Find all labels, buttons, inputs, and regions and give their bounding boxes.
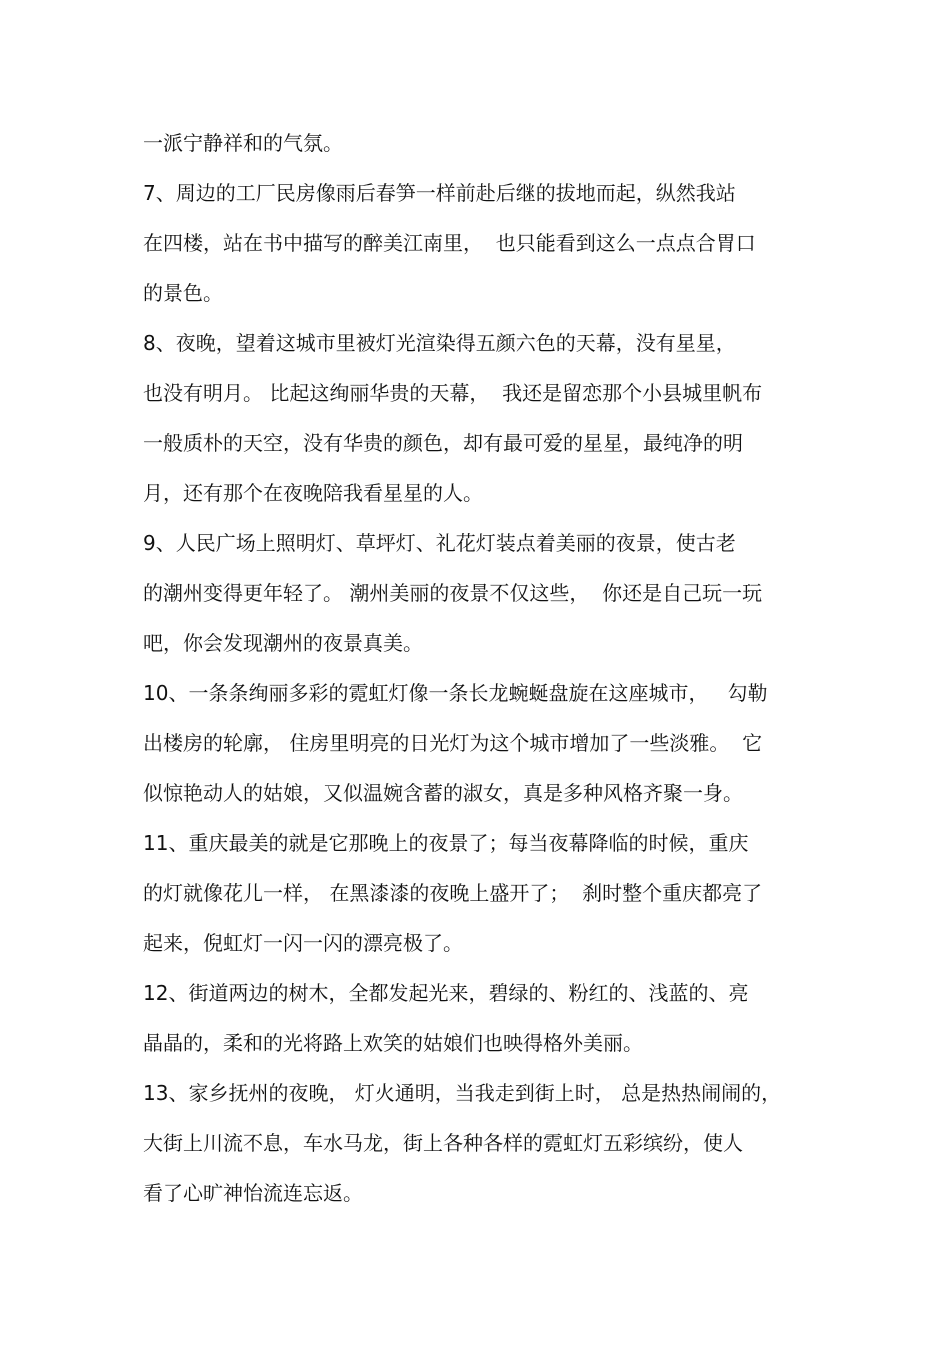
text-line: 看了心旷神怡流连忘返。 — [143, 1181, 363, 1205]
text-line: 的景色。 — [143, 281, 223, 305]
text-line: 13、家乡抚州的夜晚， 灯火通明，当我走到街上时， 总是热热闹闹的， — [143, 1081, 782, 1105]
text-line: 11、重庆最美的就是它那晚上的夜景了；每当夜幕降临的时候，重庆 — [143, 831, 749, 855]
text-line: 大街上川流不息，车水马龙，街上各种各样的霓虹灯五彩缤纷，使人 — [143, 1131, 743, 1155]
text-line: 一般质朴的天空，没有华贵的颜色，却有最可爱的星星，最纯净的明 — [143, 431, 743, 455]
text-line: 在四楼，站在书中描写的醉美江南里， 也只能看到这么一点点合胃口 — [143, 231, 756, 255]
text-line: 月，还有那个在夜晚陪我看星星的人。 — [143, 481, 483, 505]
text-line: 起来，倪虹灯一闪一闪的漂亮极了。 — [143, 931, 463, 955]
text-line: 12、街道两边的树木，全都发起光来，碧绿的、粉红的、浅蓝的、亮 — [143, 981, 749, 1005]
text-line: 10、一条条绚丽多彩的霓虹灯像一条长龙蜿蜒盘旋在这座城市， 勾勒 — [143, 681, 768, 705]
text-line: 的灯就像花儿一样， 在黑漆漆的夜晚上盛开了； 刹时整个重庆都亮了 — [143, 881, 763, 905]
text-line: 吧，你会发现潮州的夜景真美。 — [143, 631, 423, 655]
document-body — [143, 118, 823, 1218]
text-line: 8、夜晚，望着这城市里被灯光渲染得五颜六色的天幕，没有星星， — [143, 331, 736, 355]
text-line: 出楼房的轮廓， 住房里明亮的日光灯为这个城市增加了一些淡雅。 它 — [143, 731, 763, 755]
text-line: 9、人民广场上照明灯、草坪灯、礼花灯装点着美丽的夜景，使古老 — [143, 531, 736, 555]
text-line: 的潮州变得更年轻了。 潮州美丽的夜景不仅这些， 你还是自己玩一玩 — [143, 581, 763, 605]
text-line: 也没有明月。 比起这绚丽华贵的天幕， 我还是留恋那个小县城里帆布 — [143, 381, 763, 405]
text-line: 晶晶的，柔和的光将路上欢笑的姑娘们也映得格外美丽。 — [143, 1031, 643, 1055]
text-line: 一派宁静祥和的气氛。 — [143, 131, 343, 155]
text-line: 7、周边的工厂民房像雨后春笋一样前赴后继的拔地而起，纵然我站 — [143, 181, 736, 205]
text-line: 似惊艳动人的姑娘，又似温婉含蓄的淑女，真是多种风格齐聚一身。 — [143, 781, 743, 805]
